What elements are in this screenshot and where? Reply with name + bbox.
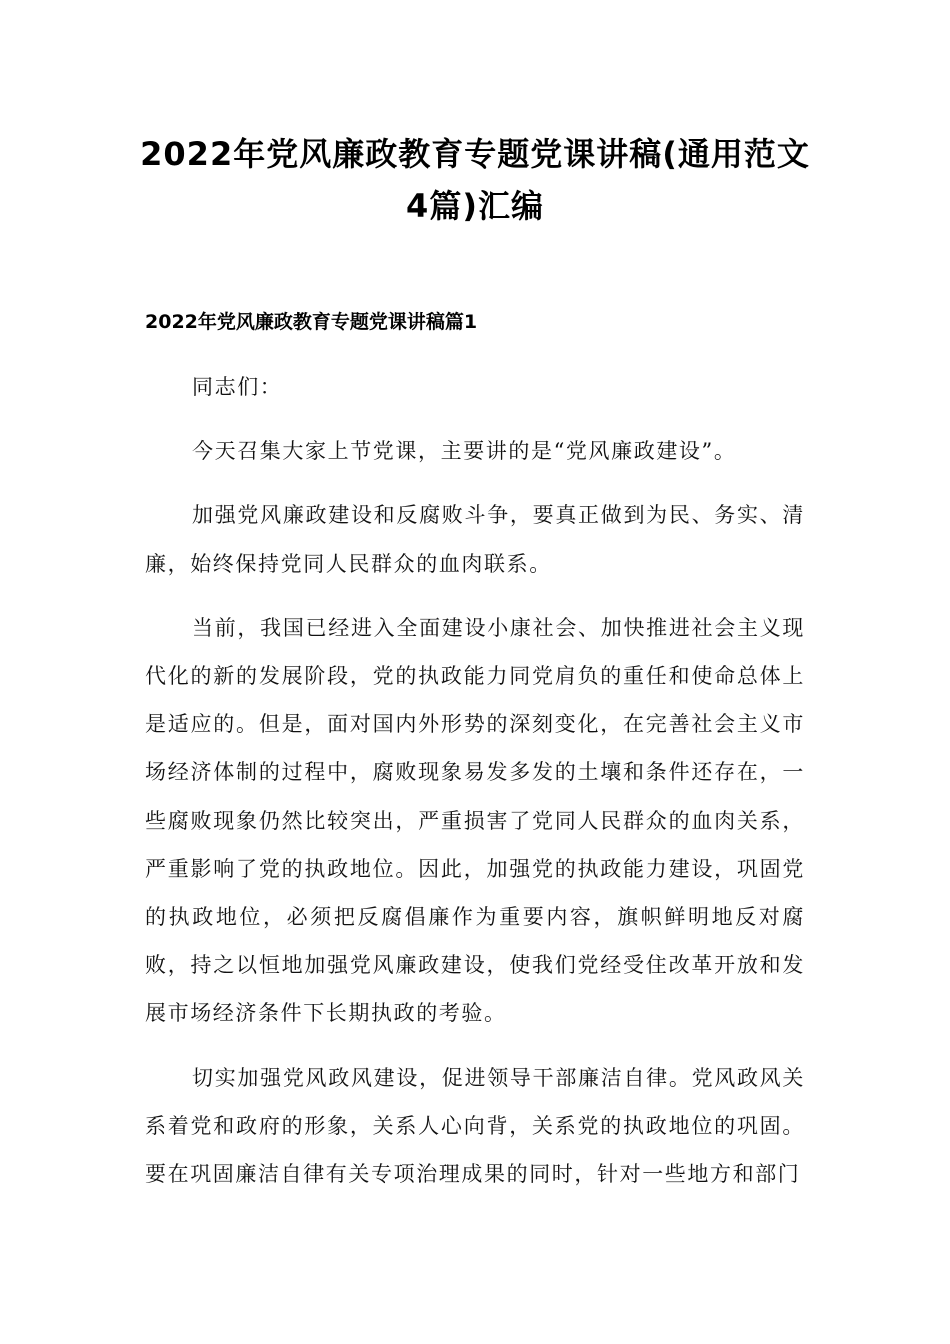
paragraph-intro: 今天召集大家上节党课，主要讲的是“党风廉政建设”。	[192, 439, 737, 464]
paragraph: 加强党风廉政建设和反腐败斗争，要真正做到为民、务实、清廉，始终保持党同人民群众的血肉联系。	[145, 503, 805, 576]
body-text	[145, 363, 805, 1198]
paragraph: 切实加强党风政风建设，促进领导干部廉洁自律。党风政风关系着党和政府的形象，关系人心向背，关系党的执政地位的巩固。要在巩固廉洁自律有关专项治理成果的同时，针对一些地方和部门	[145, 1065, 805, 1187]
document-title: 2022年党风廉政教育专题党课讲稿(通用范文4篇)汇编	[140, 135, 810, 225]
paragraph: 当前，我国已经进入全面建设小康社会、加快推进社会主义现代化的新的发展阶段，党的执政能力同党肩负的重任和使命总体上是适应的。但是，面对国内外形势的深刻变化，在完善社会主义市场经济体制的过程中，腐败现象易发多发的土壤和条件还存在，一些腐败现象仍然比较突出，严重损害了党同人民群众的血肉关系，严重影响了党的执政地位。因此，加强党的执政能力建设，巩固党的执政地位，必须把反腐倡廉作为重要内容，旗帜鲜明地反对腐败，持之以恒地加强党风廉政建设，使我们党经受住改革开放和发展市场经济条件下长期执政的考验。	[145, 615, 805, 1026]
section-heading: 2022年党风廉政教育专题党课讲稿篇1	[145, 311, 478, 333]
paragraph-greeting: 同志们：	[192, 375, 283, 399]
